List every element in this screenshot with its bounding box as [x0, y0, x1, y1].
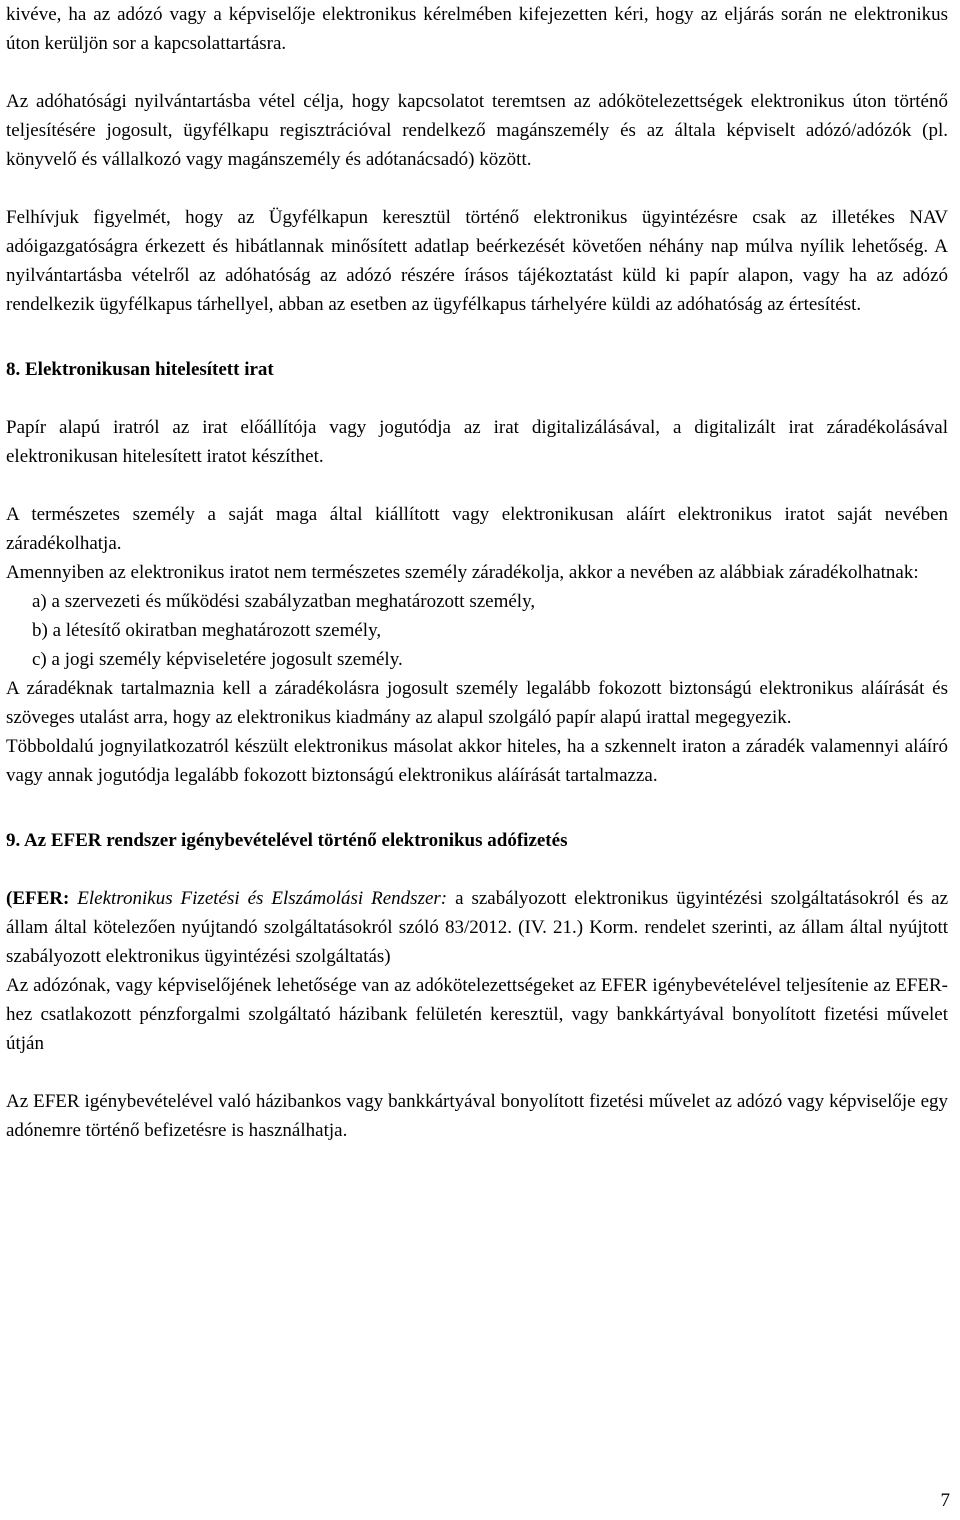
- section-9-heading: 9. Az EFER rendszer igénybevételével történő elektronikus adófizetés: [6, 830, 568, 851]
- efer-label: (EFER:: [6, 888, 70, 909]
- document-page: [6, 0, 948, 1145]
- efer-full-name: Elektronikus Fizetési és Elszámolási Rendszer:: [77, 888, 448, 909]
- section-8-paragraph-3: Amennyiben az elektronikus iratot nem természetes személy záradékolja, akkor a nevében az alábbiak záradékolhatnak:: [6, 562, 919, 583]
- section-8-paragraph-4: A záradéknak tartalmaznia kell a záradékolásra jogosult személy legalább fokozott biztonságú elektronikus aláírását és szöveges utalást arra, hogy az elektronikus kiadmány az alapul szolgáló papír alapú irattal megegyezik.: [6, 678, 948, 728]
- list-item: a) a szervezeti és működési szabályzatban meghatározott személy,: [32, 591, 536, 612]
- efer-definition-text: a szabályozott elektronikus ügyintézési szolgáltatásokról és az állam által kötelezően nyújtandó szolgáltatásokról szóló 83/2012. (IV. 21.) Korm. rendelet szerinti, az állam által nyújtott szabályozott elektronikus ügyintézési szolgáltatás): [6, 888, 949, 967]
- intro-paragraph-1: kivéve, ha az adózó vagy a képviselője elektronikus kérelmében kifejezetten kéri, hogy az eljárás során ne elektronikus úton kerüljön sor a kapcsolattartásra.: [6, 4, 948, 54]
- section-8-heading: 8. Elektronikusan hitelesített irat: [6, 359, 274, 380]
- list-item: b) a létesítő okiratban meghatározott személy,: [32, 620, 382, 641]
- section-8-paragraph-1: Papír alapú iratról az irat előállítója vagy jogutódja az irat digitalizálásával, a digitalizált irat záradékolásával elektronikusan hitelesített iratot készíthet.: [6, 417, 948, 467]
- section-8-paragraph-2: A természetes személy a saját maga által kiállított vagy elektronikusan aláírt elektronikus iratot saját nevében záradékolhatja.: [6, 504, 948, 554]
- section-9-paragraph-2: Az adózónak, vagy képviselőjének lehetősége van az adókötelezettségeket az EFER igénybevételével teljesítenie az EFER-hez csatlakozott pénzforgalmi szolgáltató házibank felületén keresztül, vagy bankkártyával bonyolított fizetési művelet útján: [6, 975, 948, 1054]
- section-8-paragraph-5: Többoldalú jognyilatkozatról készült elektronikus másolat akkor hiteles, ha a szkennelt iraton a záradék valamennyi aláíró vagy annak jogutódja legalább fokozott biztonságú elektronikus aláírását tartalmazza.: [6, 736, 948, 786]
- intro-paragraph-3: Felhívjuk figyelmét, hogy az Ügyfélkapun keresztül történő elektronikus ügyintézésre csak az illetékes NAV adóigazgatóságra érkezett és hibátlannak minősített adatlap beérkezését követően néhány nap múlva nyílik lehetőség. A nyilvántartásba vételről az adóhatóság az adózó részére írásos tájékoztatást küld ki papír alapon, vagy ha az adózó rendelkezik ügyfélkapus tárhellyel, abban az esetben az ügyfélkapus tárhelyére küldi az adóhatóság az értesítést.: [6, 207, 948, 315]
- page-number: 7: [940, 1490, 950, 1511]
- list-item: c) a jogi személy képviseletére jogosult személy.: [32, 649, 403, 670]
- section-9-paragraph-3: Az EFER igénybevételével való házibankos vagy bankkártyával bonyolított fizetési művelet az adózó vagy képviselője egy adónemre történő befizetésre is használhatja.: [6, 1091, 948, 1141]
- efer-definition-paragraph: [6, 884, 948, 971]
- intro-paragraph-2: Az adóhatósági nyilvántartásba vétel célja, hogy kapcsolatot teremtsen az adókötelezettségek elektronikus úton történő teljesítésére jogosult, ügyfélkapu regisztrációval rendelkező magánszemély és az általa képviselt adózó/adózók (pl. könyvelő és vállalkozó vagy magánszemély és adótanácsadó) között.: [6, 91, 948, 170]
